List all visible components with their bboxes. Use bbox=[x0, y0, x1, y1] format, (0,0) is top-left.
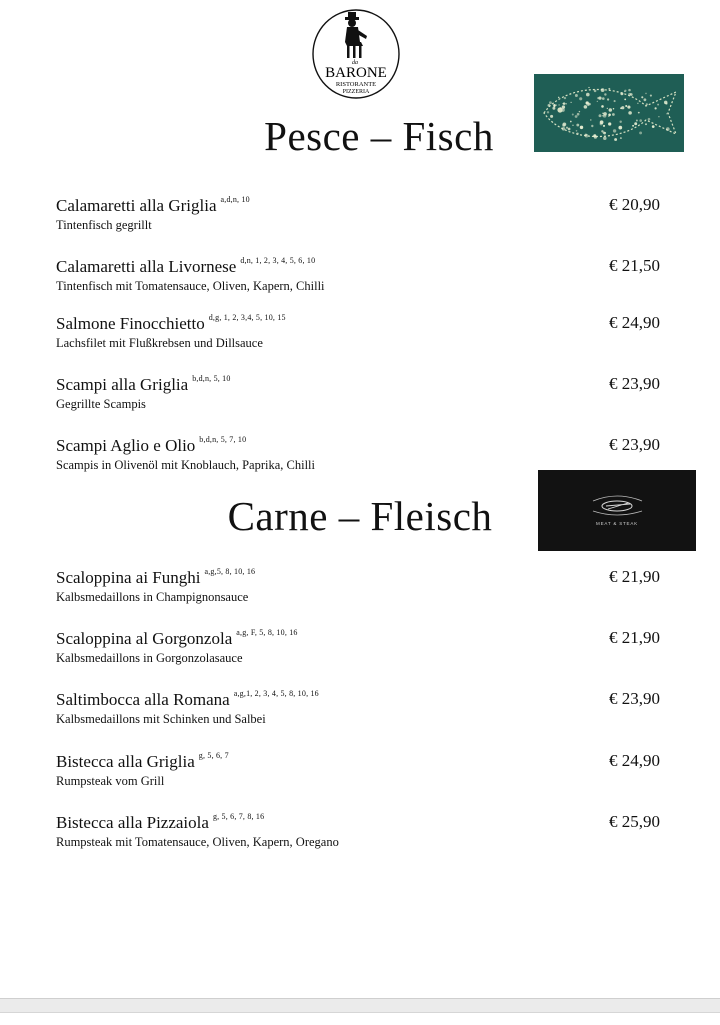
fish-mosaic-dot bbox=[613, 108, 615, 110]
restaurant-logo bbox=[311, 8, 401, 100]
fish-mosaic-dot bbox=[607, 98, 609, 100]
item-price: € 24,90 bbox=[609, 313, 660, 332]
item-description: Tintenfisch gegrillt bbox=[56, 218, 152, 232]
item-allergens: a,g, F, 5, 8, 10, 16 bbox=[236, 628, 298, 637]
fish-mosaic-dot bbox=[598, 96, 601, 99]
item-price: € 21,50 bbox=[609, 256, 660, 275]
fish-mosaic-dot bbox=[620, 92, 623, 95]
fish-mosaic-dot bbox=[575, 94, 578, 97]
fish-mosaic-dot bbox=[588, 87, 589, 88]
fish-mosaic-dot bbox=[601, 105, 604, 108]
menu-item bbox=[56, 812, 666, 858]
item-price: € 23,90 bbox=[609, 435, 660, 454]
item-description: Kalbsmedaillons in Gorgonzolasauce bbox=[56, 651, 243, 665]
fish-mosaic-dot bbox=[558, 97, 560, 99]
item-price: € 23,90 bbox=[609, 374, 660, 393]
item-name: Calamaretti alla Livornese bbox=[56, 257, 237, 276]
fish-mosaic-dot bbox=[565, 103, 567, 105]
menu-item bbox=[56, 195, 666, 241]
fish-mosaic-dot bbox=[655, 107, 657, 109]
item-description: Kalbsmedaillons in Champignonsauce bbox=[56, 590, 249, 604]
fish-mosaic-dot bbox=[552, 107, 555, 110]
item-description: Kalbsmedaillons mit Schinken und Salbei bbox=[56, 712, 266, 726]
fish-mosaic-dot bbox=[570, 102, 571, 103]
menu-item bbox=[56, 374, 666, 420]
fish-mosaic-dot bbox=[628, 89, 631, 92]
fish-mosaic-dot bbox=[549, 101, 552, 104]
item-name: Salmone Finocchietto bbox=[56, 314, 205, 333]
logo-small-text: da bbox=[352, 60, 358, 66]
meat-image-caption: MEAT & STEAK bbox=[596, 521, 638, 526]
fish-mosaic-dot bbox=[586, 93, 590, 97]
item-price: € 21,90 bbox=[609, 628, 660, 647]
fish-mosaic-dot bbox=[624, 98, 626, 100]
fish-mosaic-dot bbox=[637, 103, 638, 104]
fish-mosaic-dot bbox=[564, 97, 566, 99]
item-allergens: d,g, 1, 2, 3,4, 5, 10, 15 bbox=[208, 313, 286, 322]
next-page-edge bbox=[0, 1012, 720, 1025]
fish-mosaic-dot bbox=[560, 107, 562, 109]
item-allergens: g, 5, 6, 7, 8, 16 bbox=[212, 812, 265, 821]
item-allergens: b,d,n, 5, 7, 10 bbox=[199, 435, 247, 444]
item-allergens: a,d,n, 10 bbox=[220, 195, 250, 204]
item-name: Bistecca alla Griglia bbox=[56, 752, 195, 771]
fish-mosaic-dot bbox=[594, 90, 597, 93]
item-name: Scampi alla Griglia bbox=[56, 375, 189, 394]
fish-mosaic-dot bbox=[562, 105, 565, 108]
fish-mosaic-dot bbox=[664, 101, 668, 105]
fish-mosaic-dot bbox=[604, 93, 606, 95]
item-name: Scaloppina al Gorgonzola bbox=[56, 629, 233, 648]
item-description: Rumpsteak vom Grill bbox=[56, 774, 165, 788]
logo-subtitle-1: RISTORANTE bbox=[335, 81, 377, 88]
fish-mosaic-dot bbox=[628, 93, 631, 96]
fish-mosaic-dot bbox=[645, 93, 647, 95]
fish-mosaic-dot bbox=[650, 95, 652, 97]
fish-mosaic-dot bbox=[607, 108, 608, 109]
menu-item bbox=[56, 313, 666, 359]
fish-mosaic-dot bbox=[621, 106, 624, 109]
fish-mosaic-dot bbox=[625, 105, 627, 107]
item-price: € 23,90 bbox=[609, 689, 660, 708]
item-description: Rumpsteak mit Tomatensauce, Oliven, Kapern, Oregano bbox=[56, 835, 339, 849]
item-name: Calamaretti alla Griglia bbox=[56, 196, 217, 215]
item-name: Saltimbocca alla Romana bbox=[56, 690, 230, 709]
logo-subtitle-2: PIZZERIA bbox=[342, 89, 370, 95]
item-allergens: a,g,5, 8, 10, 16 bbox=[204, 567, 256, 576]
fish-mosaic-dot bbox=[586, 101, 589, 104]
menu-item bbox=[56, 567, 666, 613]
fish-mosaic-dot bbox=[584, 105, 588, 109]
fish-mosaic-dot bbox=[614, 100, 616, 102]
menu-item bbox=[56, 689, 666, 735]
item-description: Lachsfilet mit Flußkrebsen und Dillsauce bbox=[56, 336, 263, 350]
section-title-meat: Carne – Fleisch bbox=[227, 493, 493, 539]
item-name: Scaloppina ai Funghi bbox=[56, 568, 201, 587]
item-price: € 21,90 bbox=[609, 567, 660, 586]
item-description: Tintenfisch mit Tomatensauce, Oliven, Kapern, Chilli bbox=[56, 279, 325, 293]
item-price: € 25,90 bbox=[609, 812, 660, 831]
fish-mosaic-dot bbox=[597, 101, 598, 102]
item-allergens: a,g,1, 2, 3, 4, 5, 8, 10, 16 bbox=[233, 689, 319, 698]
section-title-fish: Pesce – Fisch bbox=[264, 113, 494, 159]
fish-mosaic-dot bbox=[579, 97, 582, 100]
fish-mosaic-dot bbox=[657, 104, 659, 106]
item-allergens: b,d,n, 5, 10 bbox=[192, 374, 231, 383]
fish-mosaic-dot bbox=[563, 102, 566, 105]
item-name: Bistecca alla Pizzaiola bbox=[56, 813, 209, 832]
menu-item bbox=[56, 256, 666, 302]
item-allergens: g, 5, 6, 7 bbox=[198, 751, 229, 760]
fish-mosaic-dot bbox=[644, 98, 647, 101]
fish-mosaic-dot bbox=[553, 104, 555, 106]
item-price: € 24,90 bbox=[609, 751, 660, 770]
fish-mosaic-dot bbox=[601, 88, 605, 92]
fish-mosaic-dot bbox=[608, 88, 610, 90]
fish-mosaic-dot bbox=[548, 104, 551, 107]
menu-item bbox=[56, 751, 666, 797]
item-allergens: d,n, 1, 2, 3, 4, 5, 6, 10 bbox=[240, 256, 316, 265]
item-name: Scampi Aglio e Olio bbox=[56, 436, 196, 455]
menu-item bbox=[56, 628, 666, 674]
fish-mosaic-dot bbox=[624, 91, 625, 92]
fish-mosaic-dot bbox=[627, 106, 630, 109]
item-description: Scampis in Olivenöl mit Knoblauch, Paprika, Chilli bbox=[56, 458, 316, 472]
fish-mosaic-dot bbox=[558, 104, 559, 105]
item-price: € 20,90 bbox=[609, 195, 660, 214]
fish-mosaic-dot bbox=[602, 97, 605, 100]
logo-name: BARONE bbox=[325, 65, 387, 81]
fish-mosaic-dot bbox=[641, 96, 643, 98]
fish-mosaic-dot bbox=[646, 103, 648, 105]
item-description: Gegrillte Scampis bbox=[56, 397, 146, 411]
